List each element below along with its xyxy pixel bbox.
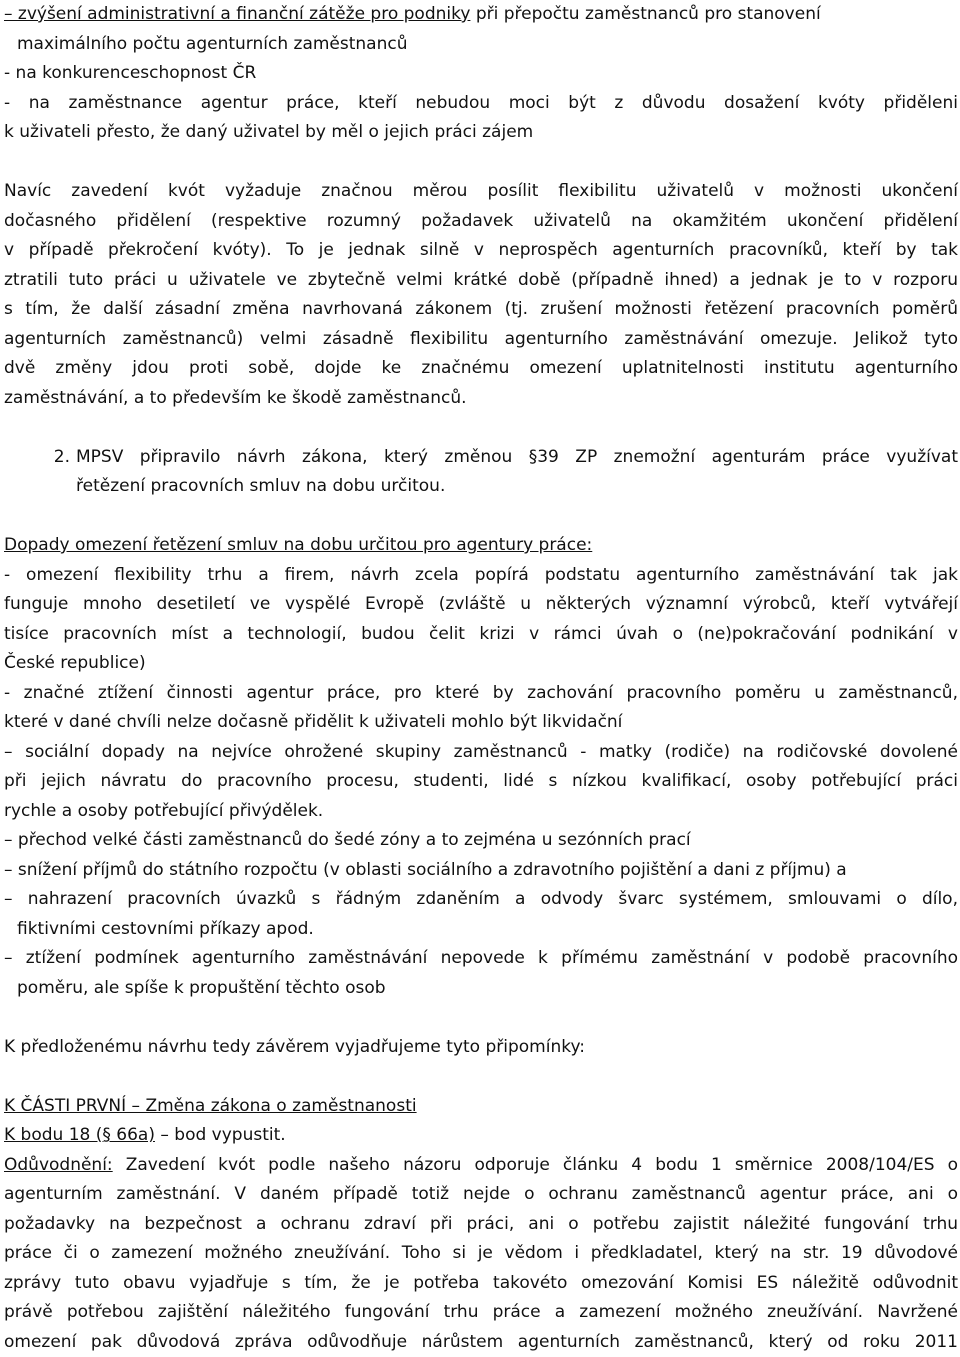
paragraph-line: s tím, že další zásadní změna navrhovaná zákonem (tj. zrušení možnosti řetězení pracovních poměrů: [4, 299, 958, 319]
justification-line: zprávy tuto obavu vyjadřuje s tím, že je potřeba takovéto omezování Komisi ES náležitě odůvodnit: [4, 1272, 958, 1293]
impact-line: – nahrazení pracovních úvazků s řádným zdaněním a odvody švarc systémem, smlouvami o dílo,: [4, 889, 958, 909]
item-line: řetězení pracovních smluv na dobu určitou.: [76, 476, 446, 496]
impact-line: – přechod velké části zaměstnanců do šedé zóny a to zejména u sezónních prací: [4, 830, 691, 850]
justification-line: požadavky na bezpečnost a ochranu zdraví při práci, ani o potřebu zajistit náležité fungování trhu: [4, 1213, 958, 1234]
intro-line: maximálního počtu agenturních zaměstnanců: [17, 33, 408, 54]
impact-line: které v dané chvíli nelze dočasně přidělit k uživateli mohlo být likvidační: [4, 712, 623, 732]
intro-line: - na konkurenceschopnost ČR: [4, 63, 257, 83]
impact-line: fiktivními cestovními příkazy apod.: [17, 918, 314, 939]
intro-line: [4, 0, 958, 30]
item-number: 2.: [53, 446, 70, 467]
part-heading: K ČÁSTI PRVNÍ – Změna zákona o zaměstnanosti: [4, 1095, 417, 1116]
underlined-phrase: – zvýšení administrativní a finanční zátěže pro podniky: [4, 4, 471, 24]
justification-line: [4, 1151, 958, 1181]
impact-line: při jejich návratu do pracovního procesu, studenti, lidé s nízkou kvalifikací, osoby potřebující práci: [4, 771, 958, 791]
paragraph-line: dočasného přidělení (respektive rozumný požadavek uživatelů na okamžitém ukončení přidělení: [4, 210, 958, 231]
document-page: [4, 0, 958, 1357]
impact-line: tisíce pracovních míst a technologií, budou čelit krizi v rámci úvah o (ne)pokračování podnikání v: [4, 623, 958, 644]
conclusion-line: K předloženému návrhu tedy závěrem vyjadřujeme tyto připomínky:: [4, 1036, 586, 1057]
section-heading: Dopady omezení řetězení smluv na dobu určitou pro agentury práce:: [4, 535, 593, 555]
impact-line: - omezení flexibility trhu a firem, návrh zcela popírá podstatu agenturního zaměstnávání tak jak: [4, 564, 958, 585]
text-run: při přepočtu zaměstnanců pro stanovení: [470, 4, 821, 24]
impact-line: rychle a osoby potřebující přivýdělek.: [4, 800, 324, 821]
paragraph-line: Navíc zavedení kvót vyžaduje značnou měrou posílit flexibilitu uživatelů v možnosti ukončení: [4, 181, 958, 201]
justification-line: práce či o zamezení možného zneužívání. Toho si je vědom i předkladatel, který na str. 19 důvodové: [4, 1243, 958, 1263]
impact-line: – sociální dopady na nejvíce ohrožené skupiny zaměstnanců - matky (rodiče) na rodičovské dovolené: [4, 741, 958, 762]
justification-line: právě potřebou zajištění náležitého fungování trhu práce a zamezení možného zneužívání. Navržené: [4, 1302, 958, 1322]
impact-line: - značné ztížení činnosti agentur práce, pro které by zachování pracovního poměru u zaměstnanců,: [4, 682, 958, 703]
justification-line: omezení pak důvodová zpráva odůvodňuje nárůstem agenturních zaměstnanců, který od roku 2011: [4, 1331, 958, 1352]
impact-line: funguje mnoho desetiletí ve vyspělé Evropě (zvláště u některých významní výrobců, kteří vytvářejí: [4, 594, 958, 614]
paragraph-line: v případě překročení kvóty). To je jednak silně v neprospěch agenturních pracovníků, kteří by tak: [4, 240, 958, 260]
amendment-ref: [4, 1121, 958, 1151]
text-run: Zavedení kvót podle našeho názoru odporuje článku 4 bodu 1 směrnice 2008/104/ES o: [112, 1154, 958, 1175]
justification-label: Odůvodnění:: [4, 1154, 113, 1175]
numbered-item: [4, 443, 958, 502]
paragraph-line: zaměstnávání, a to především ke škodě zaměstnanců.: [4, 387, 467, 408]
text-run: – bod vypustit.: [154, 1125, 286, 1145]
intro-line: - na zaměstnance agentur práce, kteří nebudou moci být z důvodu dosažení kvóty přiděleni: [4, 92, 958, 113]
paragraph-line: agenturních zaměstnanců) velmi zásadně flexibilitu agenturního zaměstnávání omezuje. Jelikož tyto: [4, 328, 958, 349]
justification-line: agenturním zaměstnání. V daném případě totiž nejde o ochranu zaměstnanců agentur práce, ani o: [4, 1184, 958, 1204]
ref-label: K bodu 18 (§ 66a): [4, 1125, 155, 1145]
paragraph-line: dvě změny jdou proti sobě, dojde ke značnému omezení uplatnitelnosti institutu agenturního: [4, 358, 958, 378]
item-line: MPSV připravilo návrh zákona, který změnou §39 ZP znemožní agenturám práce využívat: [76, 446, 958, 467]
impact-line: – snížení příjmů do státního rozpočtu (v oblasti sociálního a zdravotního pojištění a dani z příjmu) a: [4, 859, 847, 880]
impact-line: poměru, ale spíše k propuštění těchto osob: [17, 977, 386, 998]
paragraph-line: ztratili tuto práci u uživatele ve zbytečně velmi krátké době (případně ihned) a jednak je to v rozporu: [4, 269, 958, 290]
impact-line: České republice): [4, 653, 146, 673]
impact-line: – ztížení podmínek agenturního zaměstnávání nepovede k přímému zaměstnání v podobě pracovního: [4, 948, 958, 968]
intro-line: k uživateli přesto, že daný uživatel by měl o jejich práci zájem: [4, 122, 534, 142]
